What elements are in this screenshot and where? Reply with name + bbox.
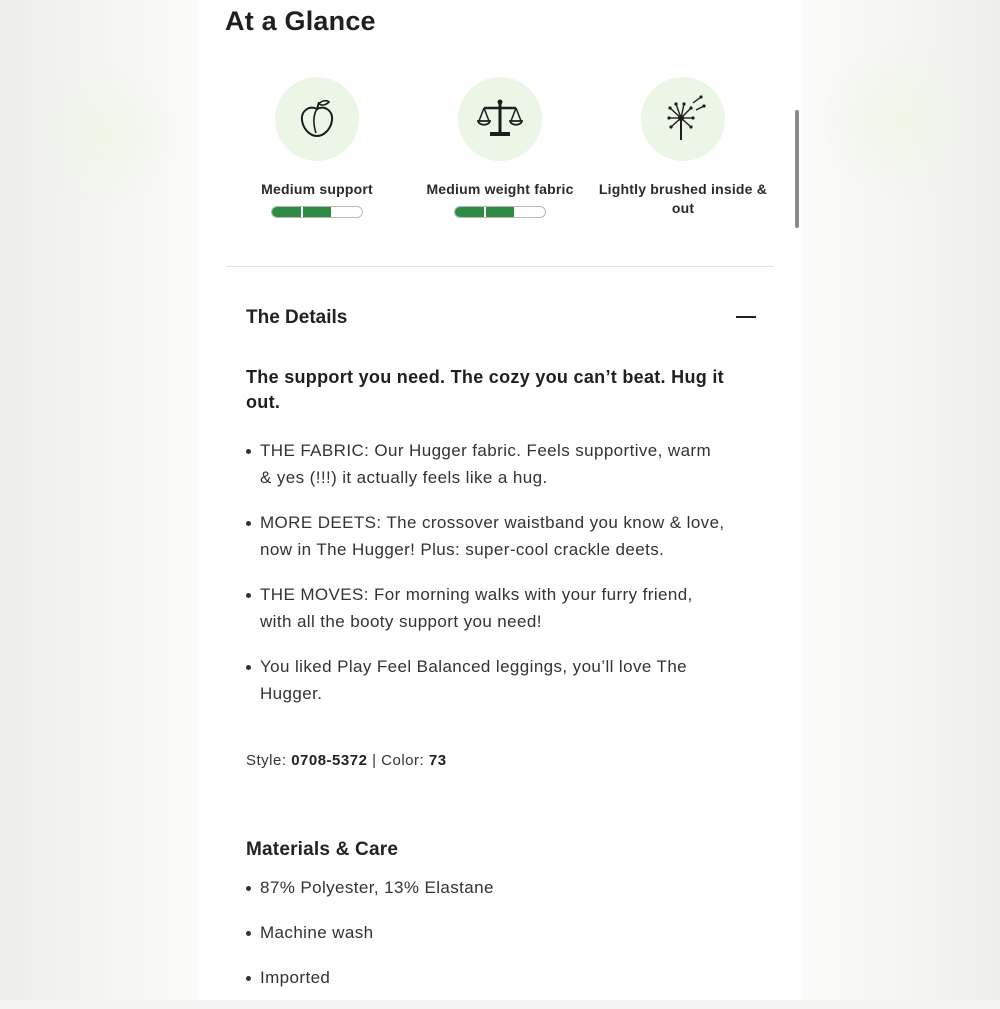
style-color-info (246, 752, 447, 769)
list-item (246, 581, 726, 635)
materials-list (246, 874, 726, 1009)
style-label: Style: (246, 752, 287, 769)
details-section-title[interactable]: The Details (246, 307, 348, 328)
collapse-details-button[interactable] (734, 305, 758, 329)
meter-segment-divider (514, 207, 516, 217)
feature-label: Medium weight fabric (426, 181, 574, 197)
feature-medium-weight-fabric (408, 77, 592, 218)
meter-segment-divider (484, 207, 486, 217)
materials-section-title: Materials & Care (246, 839, 399, 860)
feature-icon-circle (641, 77, 725, 161)
list-item (246, 919, 726, 946)
background-glow (30, 60, 180, 210)
meter-segment-divider (301, 207, 303, 217)
at-a-glance-title: At a Glance (225, 6, 376, 36)
separator: | (372, 752, 377, 769)
bullet-text: THE MOVES: For morning walks with your furry friend, with all the booty support you need! (260, 585, 693, 631)
background-glow (820, 40, 980, 200)
bullet-text: MORE DEETS: The crossover waistband you know & love, now in The Hugger! Plus: super-cool crackle deets. (260, 513, 725, 559)
care-text: Machine wash (260, 923, 374, 942)
list-item (246, 653, 726, 707)
bullet-icon (246, 521, 251, 526)
section-divider (226, 266, 774, 267)
details-bullet-list (246, 437, 726, 725)
feature-icon-circle (275, 77, 359, 161)
minus-icon (736, 316, 756, 318)
material-text: 87% Polyester, 13% Elastane (260, 878, 494, 897)
origin-text: Imported (260, 968, 331, 987)
bullet-icon (246, 665, 251, 670)
bullet-text: THE FABRIC: Our Hugger fabric. Feels supportive, warm & yes (!!!) it actually feels like a hug. (260, 441, 712, 487)
color-label: Color: (381, 752, 425, 769)
bullet-icon (246, 449, 251, 454)
support-level-meter (271, 206, 363, 218)
feature-icon-circle (458, 77, 542, 161)
peach-icon (294, 96, 340, 142)
feature-label: Medium support (261, 181, 373, 197)
bullet-icon (246, 931, 251, 936)
feature-medium-support (225, 77, 409, 218)
feature-label: Lightly brushed inside & out (598, 181, 768, 216)
feature-lightly-brushed (591, 77, 775, 218)
color-number: 73 (428, 752, 447, 769)
bullet-icon (246, 976, 251, 981)
list-item (246, 874, 726, 901)
style-number: 0708-5372 (291, 752, 368, 769)
dandelion-icon (660, 94, 706, 144)
fabric-weight-meter (454, 206, 546, 218)
bullet-icon (246, 886, 251, 891)
meter-segment-divider (331, 207, 333, 217)
list-item (246, 964, 726, 991)
bullet-icon (246, 593, 251, 598)
page-scrollbar[interactable] (795, 110, 799, 228)
product-details-panel (198, 0, 802, 1000)
bullet-text: You liked Play Feel Balanced leggings, you’ll love The Hugger. (260, 657, 688, 703)
details-headline: The support you need. The cozy you can’t beat. Hug it out. (246, 367, 724, 412)
list-item (246, 437, 726, 491)
list-item (246, 509, 726, 563)
scale-icon (475, 96, 525, 142)
